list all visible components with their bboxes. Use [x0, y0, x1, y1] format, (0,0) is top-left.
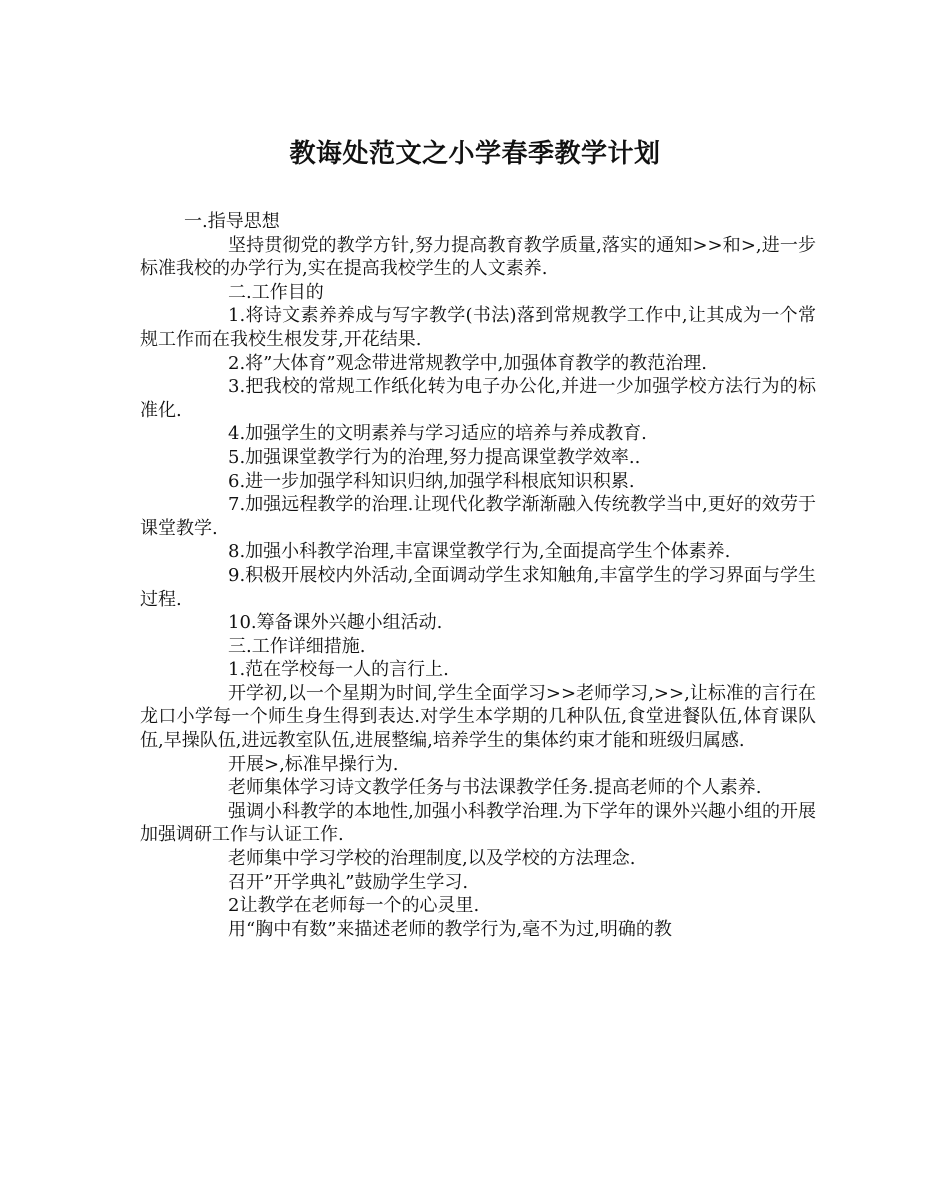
list-item: 7.加强远程教学的治理.让现代化教学渐渐融入传统教学当中,更好的效劳于课堂教学.	[140, 494, 816, 539]
body-paragraph: 开展>,标准早操行为.	[228, 753, 399, 775]
list-item: 5.加强课堂教学行为的治理,努力提高课堂教学效率..	[228, 446, 641, 468]
list-item: 2.将”大体育”观念带进常规教学中,加强体育教学的教范治理.	[228, 352, 708, 374]
body-paragraph: 用“胸中有数”来描述老师的教学行为,毫不为过,明确的教	[228, 918, 672, 940]
list-item: 2让教学在老师每一个的心灵里.	[228, 895, 480, 917]
document-body	[140, 210, 816, 941]
list-item: 8.加强小科教学治理,丰富课堂教学行为,全面提高学生个体素养.	[228, 541, 731, 563]
body-paragraph: 坚持贯彻党的教学方针,努力提高教育教学质量,落实的通知>>和>,进一步标准我校的办学行为,实在提高我校学生的人文素养.	[140, 234, 816, 280]
body-paragraph: 开学初,以一个星期为时间,学生全面学习>>老师学习,>>,让标准的言行在龙口小学每一个师生身生得到表达.对学生本学期的几种队伍,食堂进餐队伍,体育课队伍,早操队伍,进远教室队伍,进展整编,培养学生的集体约束才能和班级归属感.	[140, 682, 816, 752]
list-item: 1.将诗文素养养成与写字教学(书法)落到常规教学工作中,让其成为一个常规工作而在我校生根发芽,开花结果.	[140, 305, 816, 350]
body-paragraph: 强调小科教学的本地性,加强小科教学治理.为下学年的课外兴趣小组的开展加强调研工作与认证工作.	[140, 800, 816, 846]
section-heading: 三.工作详细措施.	[228, 635, 366, 657]
document-title: 教诲处范文之小学春季教学计划	[289, 139, 661, 169]
list-item: 3.把我校的常规工作纸化转为电子办公化,并进一少加强学校方法行为的标准化.	[140, 376, 816, 421]
list-item: 6.进一步加强学科知识归纳,加强学科根底知识积累.	[228, 470, 635, 492]
body-paragraph: 召开”开学典礼”鼓励学生学习.	[228, 871, 469, 893]
body-paragraph: 老师集中学习学校的治理制度,以及学校的方法理念.	[228, 848, 636, 870]
body-paragraph: 老师集体学习诗文教学任务与书法课教学任务.提高老师的个人素养.	[228, 777, 762, 799]
list-item: 9.积极开展校内外活动,全面调动学生求知触角,丰富学生的学习界面与学生过程.	[140, 564, 816, 610]
section-heading: 二.工作目的	[228, 281, 324, 303]
section-heading: 一.指导思想	[184, 211, 280, 232]
list-item: 4.加强学生的文明素养与学习适应的培养与养成教育.	[228, 423, 647, 445]
list-item: 1.范在学校每一人的言行上.	[228, 659, 449, 681]
list-item: 10.筹备课外兴趣小组活动.	[228, 612, 443, 634]
